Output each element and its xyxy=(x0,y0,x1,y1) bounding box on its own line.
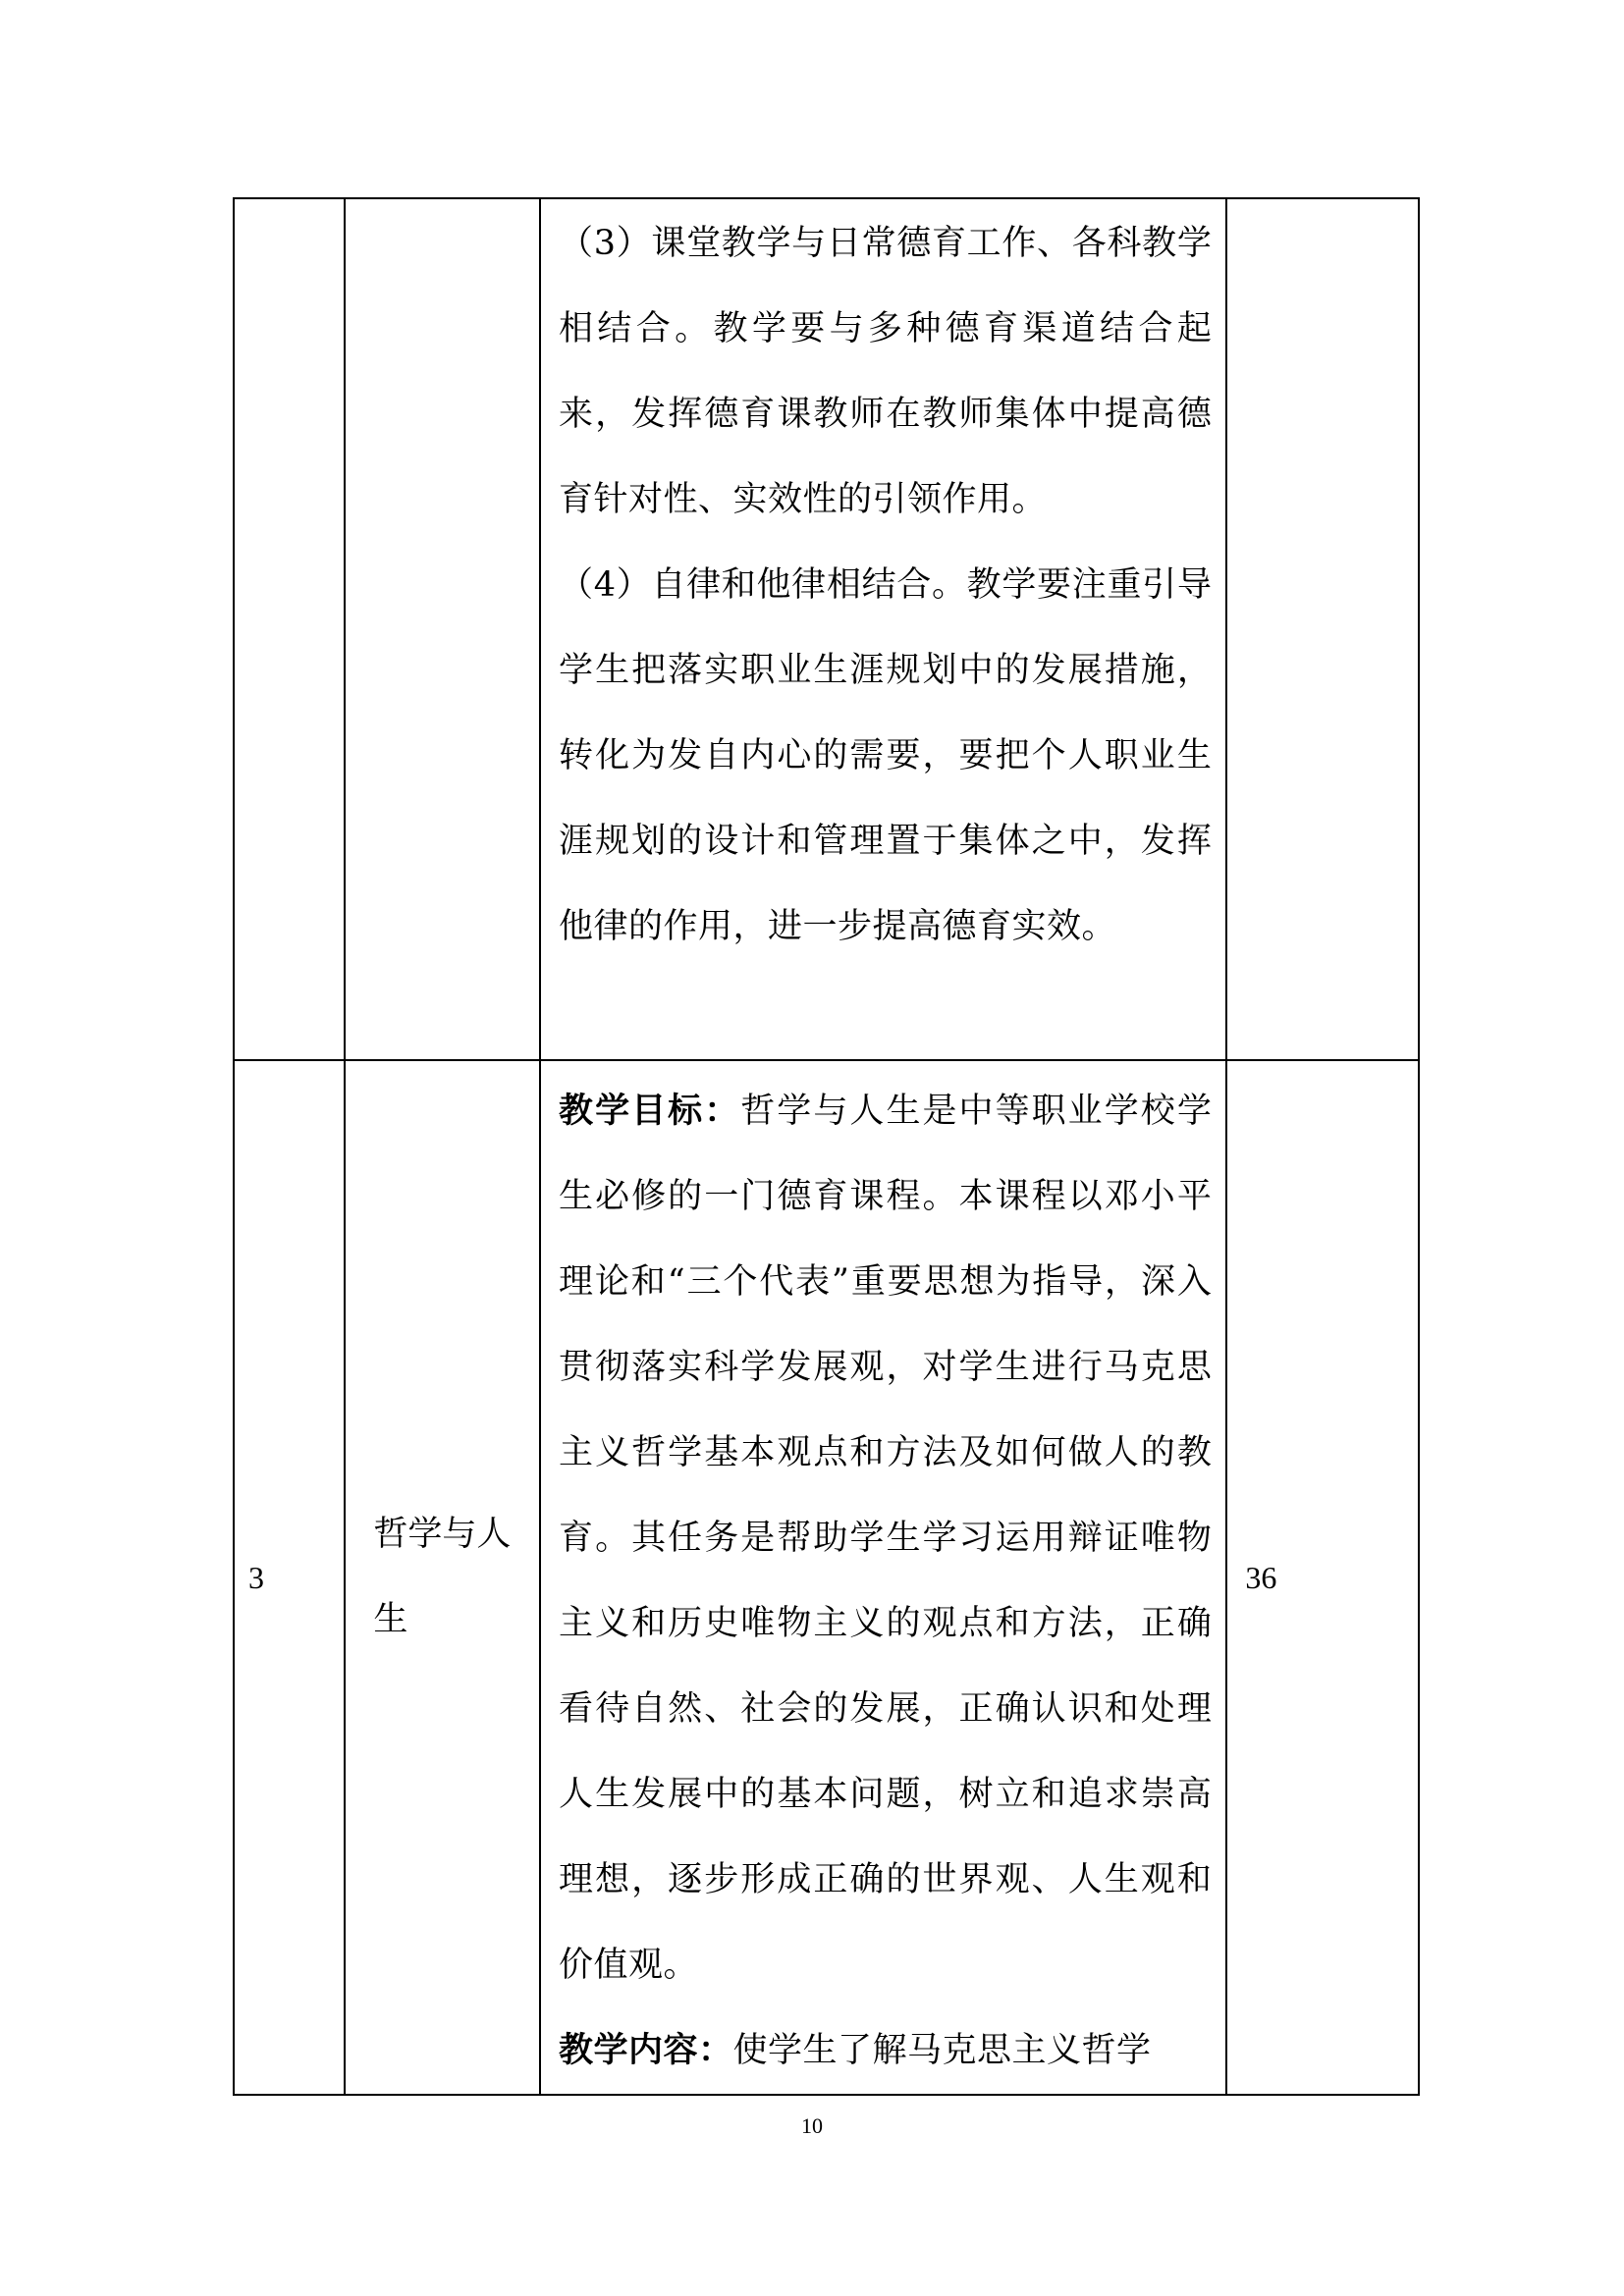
course-name-cell xyxy=(345,1060,540,2095)
course-hours-cell xyxy=(1226,1060,1419,2095)
page-number: 10 xyxy=(801,2113,823,2138)
content-paragraph xyxy=(559,543,1212,970)
paragraph-text: 哲学与人生是中等职业学校学生必修的一门德育课程。本课程以邓小平理论和“三个代表”重要思想为指导，深入贯彻落实科学发展观，对学生进行马克思主义哲学基本观点和方法及如何做人的教育。其任务是帮助学生学习运用辩证唯物主义和历史唯物主义的观点和方法，正确看待自然、社会的发展，正确认识和处理人生发展中的基本问题，树立和追求崇高理想，逐步形成正确的世界观、人生观和价值观。 xyxy=(559,1092,1213,1985)
paragraph-text: （3）课堂教学与日常德育工作、各科教学相结合。教学要与多种德育渠道结合起来，发挥德育课教师在教师集体中提高德育针对性、实效性的引领作用。 xyxy=(559,224,1213,519)
content-paragraph xyxy=(559,2008,1212,2094)
course-number: 3 xyxy=(248,1559,264,1595)
content-paragraph xyxy=(559,201,1212,543)
course-content-cell xyxy=(540,1060,1226,2095)
table-row xyxy=(234,198,1419,1060)
paragraph-label: 教学内容： xyxy=(559,2031,733,2070)
course-name-cell xyxy=(345,198,540,1060)
paragraph-text: （4）自律和他律相结合。教学要注重引导学生把落实职业生涯规划中的发展措施，转化为发自内心的需要，要把个人职业生涯规划的设计和管理置于集体之中，发挥他律的作用，进一步提高德育实效。 xyxy=(559,565,1213,946)
course-hours: 36 xyxy=(1245,1559,1277,1595)
paragraph-text: 使学生了解马克思主义哲学 xyxy=(732,2031,1152,2070)
course-hours-cell xyxy=(1226,198,1419,1060)
course-content-cell xyxy=(540,198,1226,1060)
course-number-cell xyxy=(234,1060,345,2095)
course-number-cell xyxy=(234,198,345,1060)
content-paragraph xyxy=(559,1069,1212,2008)
paragraph-label: 教学目标： xyxy=(559,1092,741,1131)
table-row xyxy=(234,1060,1419,2095)
course-name: 哲学与人生 xyxy=(373,1515,512,1639)
course-table xyxy=(233,197,1420,2096)
